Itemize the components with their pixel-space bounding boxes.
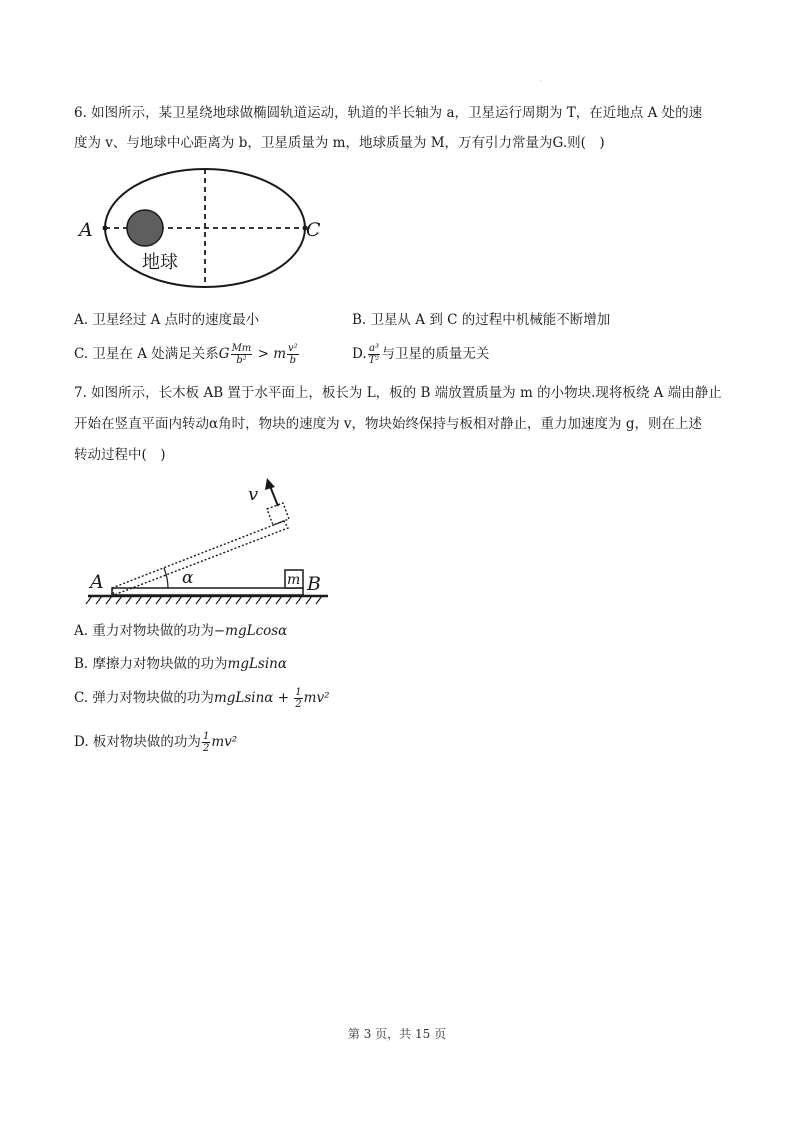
frac-denominator: b²	[236, 355, 247, 366]
q7-stem-line2: 开始在竖直平面内转动α角时，物块的速度为 v，物块始终保持与板相对静止，重力加速度为 g，则在上述	[74, 416, 702, 432]
velocity-arrow-shaft	[270, 486, 278, 506]
q7-option-d-frac	[202, 731, 210, 754]
q7-option-c-prefix: C. 弹力对物块做的功为	[74, 690, 214, 706]
q7-option-b-prefix: B. 摩擦力对物块做的功为	[74, 656, 228, 672]
q6-option-d-frac	[368, 343, 381, 366]
label-a: A	[79, 219, 93, 241]
label-c: C	[306, 219, 321, 241]
q6-option-c-frac2	[287, 343, 299, 366]
q6-option-c-g: G	[218, 346, 230, 362]
q6-option-d	[352, 343, 489, 366]
q6-option-b: B. 卫星从 A 到 C 的过程中机械能不断增加	[352, 312, 611, 328]
frac-numerator: a³	[368, 343, 379, 354]
q7-option-c	[74, 687, 330, 710]
label-a: A	[90, 571, 104, 593]
q7-option-d-prefix: D. 板对物块做的功为	[74, 734, 201, 750]
earth-disc	[127, 210, 163, 246]
q6-option-a: A. 卫星经过 A 点时的速度最小	[74, 312, 260, 328]
velocity-arrow-head	[265, 478, 275, 490]
point-a-dot	[103, 226, 108, 231]
q6-stem-line2: 度为 v、与地球中心距离为 b，卫星质量为 m，地球质量为 M，万有引力常量为G.则( )	[74, 135, 605, 151]
q7-option-a	[74, 620, 287, 642]
tilted-board	[112, 521, 288, 595]
q6-stem-line1: 6. 如图所示，某卫星绕地球做椭圆轨道运动，轨道的半长轴为 a，卫星运行周期为 T，在近地点 A 处的速	[74, 105, 703, 121]
q7-stem-line1: 7. 如图所示，长木板 AB 置于水平面上，板长为 L，板的 B 端放置质量为 m 的小物块.现将板绕 A 端由静止	[74, 385, 722, 401]
q6-option-c-prefix: C. 卫星在 A 处满足关系	[74, 346, 219, 362]
frac-numerator: v²	[288, 343, 298, 354]
label-alpha: α	[182, 568, 194, 588]
q7-option-a-prefix: A. 重力对物块做的功为	[74, 623, 214, 639]
page-footer: 第 3 页，共 15 页	[347, 1027, 447, 1041]
q6-option-c-frac1	[231, 343, 253, 366]
q6-option-c	[74, 343, 300, 366]
frac-numerator: 1	[202, 731, 210, 742]
frac-denominator: T²	[368, 355, 380, 366]
q7-board-figure	[84, 472, 344, 612]
q6-option-d-suffix: 与卫星的质量无关	[381, 346, 490, 362]
angle-arc	[164, 568, 168, 588]
q6-option-c-mid: > m	[253, 346, 286, 362]
earth-label: 地球	[142, 252, 178, 273]
frac-denominator: 2	[295, 699, 302, 710]
q7-option-d	[74, 731, 237, 754]
frac-denominator: b	[289, 355, 297, 366]
q6-option-d-prefix: D.	[352, 346, 367, 362]
q7-option-b-math: mgLsinα	[227, 656, 287, 672]
horizontal-board	[112, 588, 303, 595]
q7-option-c-frac	[294, 687, 302, 710]
label-m: m	[287, 572, 301, 588]
q7-option-a-math: −mgLcosα	[213, 623, 288, 639]
q7-option-b	[74, 653, 287, 675]
frac-numerator: 1	[295, 687, 302, 698]
label-b: B	[307, 573, 321, 595]
frac-denominator: 2	[202, 743, 210, 754]
tilted-block	[267, 503, 289, 525]
q7-stem-line3: 转动过程中( )	[74, 447, 166, 463]
label-v: v	[248, 484, 259, 505]
q6-ellipse-figure	[70, 160, 340, 300]
q7-option-d-tail: mv²	[211, 734, 238, 750]
q7-option-c-tail: mv²	[303, 690, 330, 706]
q7-option-c-math: mgLsinα +	[213, 690, 294, 706]
frac-numerator: Mm	[231, 343, 252, 354]
scan-dot: ·	[540, 78, 542, 85]
